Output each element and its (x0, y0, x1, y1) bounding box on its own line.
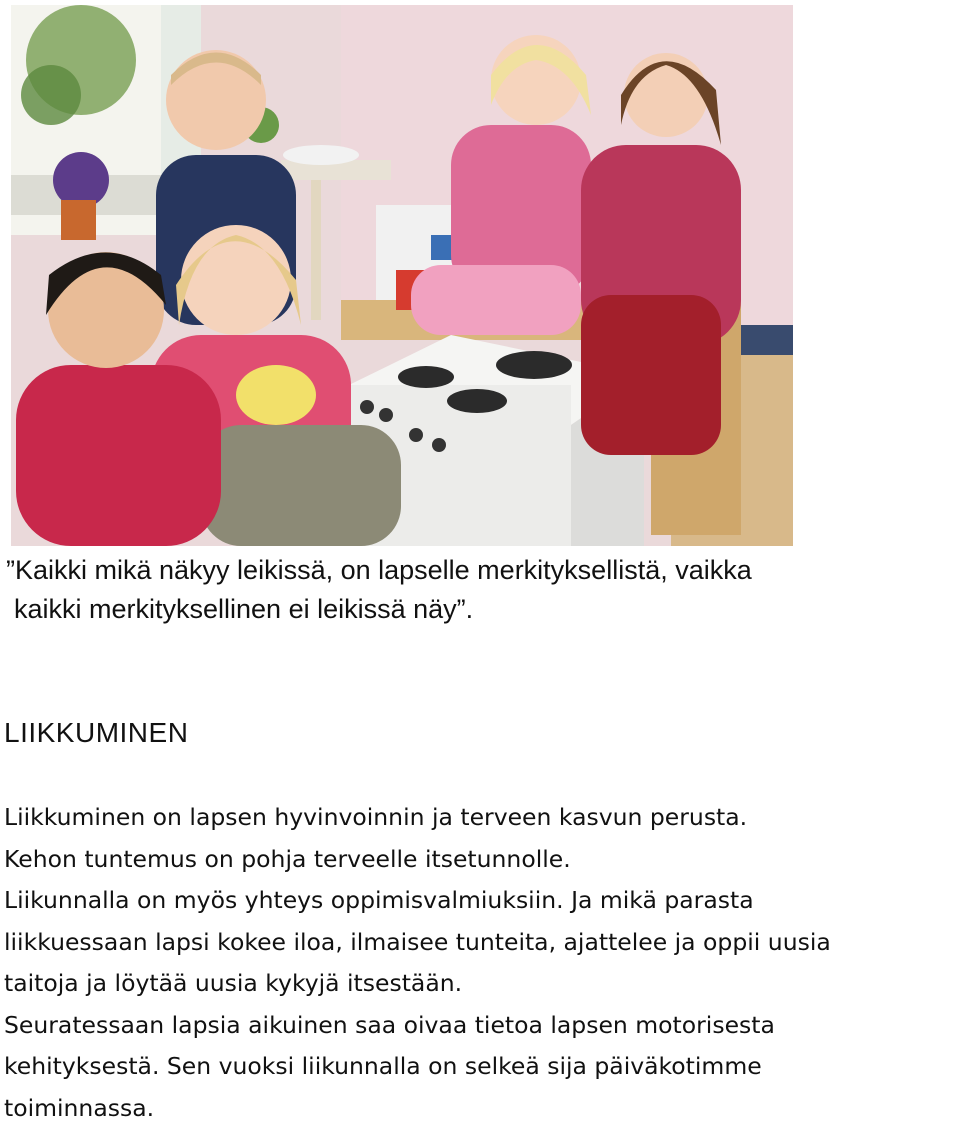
section-heading: LIIKKUMINEN (4, 714, 188, 752)
quote-line-2: kaikki merkityksellinen ei leikissä näy”. (6, 590, 946, 629)
body-line: liikkuessaan lapsi kokee iloa, ilmaisee tunteita, ajattelee ja oppii uusia (4, 922, 960, 964)
quote-line-1: ”Kaikki mikä näkyy leikissä, on lapselle merkityksellistä, vaikka (6, 555, 752, 585)
quote (6, 551, 946, 629)
section-body (4, 797, 960, 1129)
body-line: Seuratessaan lapsia aikuinen saa oivaa tietoa lapsen motorisesta (4, 1005, 960, 1047)
body-line: taitoja ja löytää uusia kykyjä itsestään. (4, 963, 960, 1005)
body-line: toiminnassa. (4, 1088, 960, 1129)
body-line: kehityksestä. Sen vuoksi liikunnalla on selkeä sija päiväkotimme (4, 1046, 960, 1088)
photo-illustration (11, 5, 793, 546)
body-line: Kehon tuntemus on pohja terveelle itsetunnolle. (4, 839, 960, 881)
body-line: Liikunnalla on myös yhteys oppimisvalmiuksiin. Ja mikä parasta (4, 880, 960, 922)
body-line: Liikkuminen on lapsen hyvinvoinnin ja terveen kasvun perusta. (4, 797, 960, 839)
children-playing-photo (11, 5, 793, 546)
